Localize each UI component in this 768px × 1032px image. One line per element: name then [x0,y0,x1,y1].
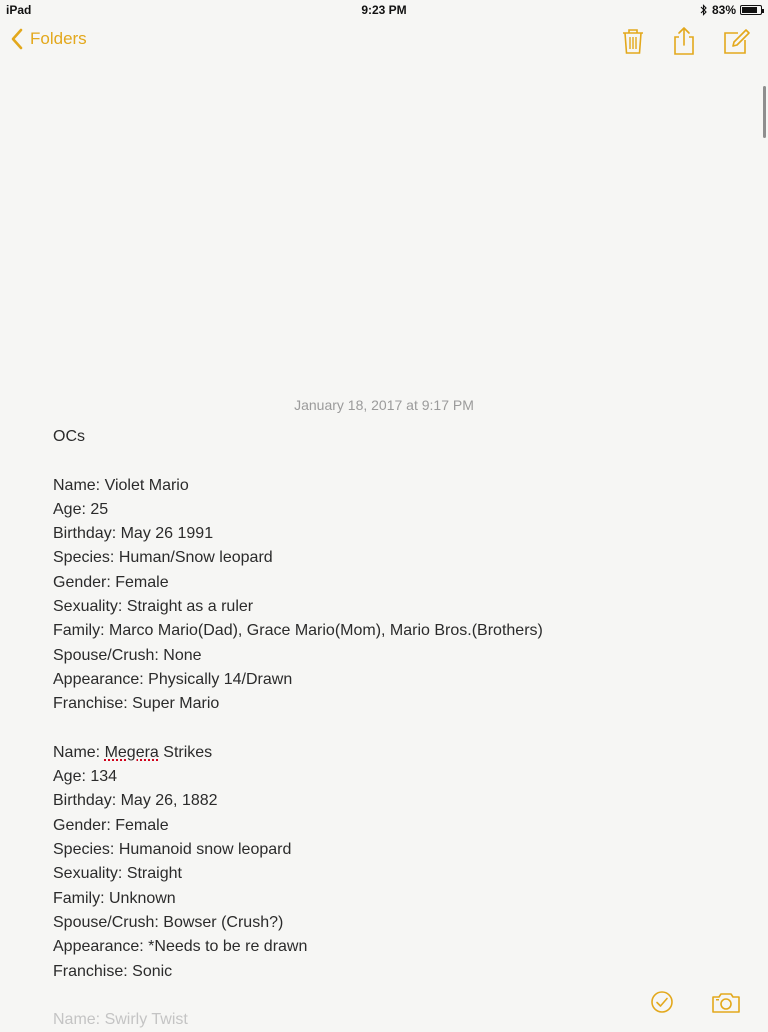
note-line: Age: 25 [53,500,109,518]
note-line: Species: Human/Snow leopard [53,549,273,567]
note-line [53,449,733,473]
bluetooth-icon [700,4,708,16]
note-line: Appearance: *Needs to be re drawn [53,938,308,956]
chevron-left-icon [10,28,24,50]
note-line: Appearance: Physically 14/Drawn [53,670,293,688]
note-line: Franchise: Super Mario [53,695,220,713]
misspelled-word[interactable]: Megera [104,743,159,761]
compose-icon[interactable] [722,26,750,56]
note-line-suffix: Strikes [158,743,213,761]
note-line: Name: Violet Mario [53,476,189,494]
note-body[interactable] [53,425,733,1032]
note-line: Sexuality: Straight [53,865,182,883]
note-line: Birthday: May 26, 1882 [53,792,218,810]
battery-tip [762,9,764,13]
back-button[interactable] [10,28,87,50]
note-line: Age: 134 [53,768,118,786]
note-line [53,984,733,1008]
note-line: Family: Marco Mario(Dad), Grace Mario(Mom), Mario Bros.(Brothers) [53,622,543,640]
note-line: Spouse/Crush: Bowser (Crush?) [53,913,284,931]
note-line-prefix: Name: [53,743,105,761]
note-line: Franchise: Sonic [53,962,173,980]
note-line: Species: Humanoid snow leopard [53,841,292,859]
note-line: Family: Unknown [53,889,176,907]
battery-percent: 83% [711,3,736,17]
trash-icon[interactable] [619,26,647,56]
note-line: Birthday: May 26 1991 [53,525,214,543]
status-right [700,3,762,17]
note-line-partial: Name: Swirly Twist [53,1011,188,1029]
note-line: Gender: Female [53,573,169,591]
share-icon[interactable] [670,26,698,56]
camera-icon[interactable] [711,990,741,1014]
note-line: OCs [53,428,85,445]
scroll-indicator[interactable] [763,86,766,138]
note-line [53,717,733,741]
nav-bar [0,20,768,64]
note-line: Gender: Female [53,816,169,834]
note-date: January 18, 2017 at 9:17 PM [294,397,474,413]
status-time: 9:23 PM [361,3,407,17]
battery-fill [742,7,757,13]
checklist-icon[interactable] [650,990,674,1014]
device-name: iPad [6,3,32,17]
battery-icon [740,5,762,15]
note-line [53,741,733,765]
note-line: Spouse/Crush: None [53,646,202,664]
back-label: Folders [30,29,87,48]
note-line: Sexuality: Straight as a ruler [53,598,254,616]
status-bar [0,0,768,20]
